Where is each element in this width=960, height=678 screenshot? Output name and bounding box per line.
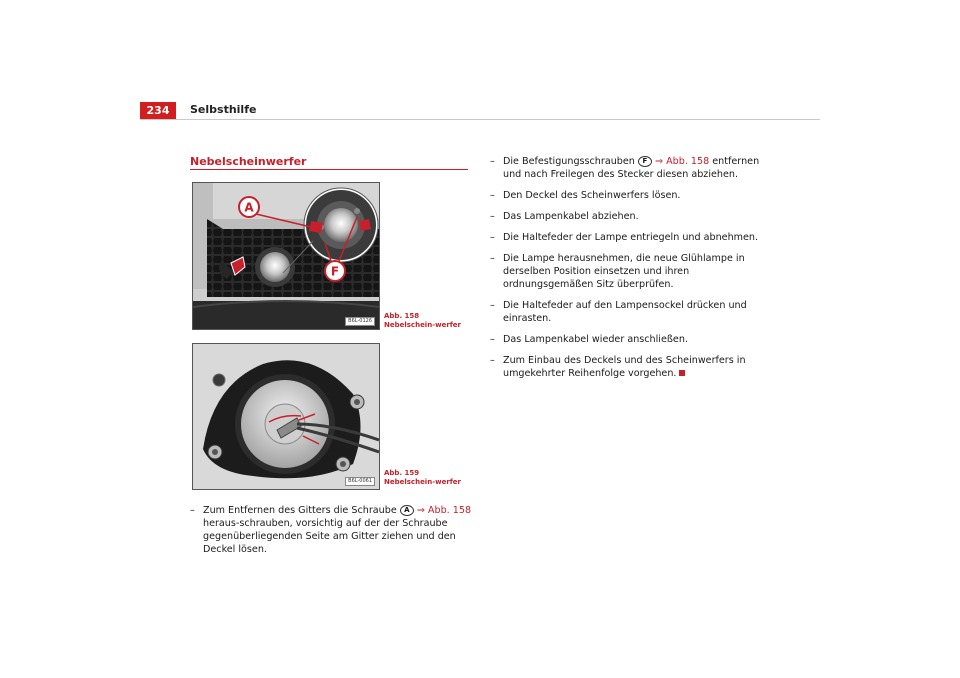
callout-ref-a: A bbox=[400, 505, 414, 516]
step-text: Das Lampenkabel abziehen. bbox=[503, 211, 639, 222]
left-instruction-list bbox=[190, 504, 472, 564]
callout-f: F bbox=[330, 264, 340, 279]
lamp-housing-illustration bbox=[193, 344, 379, 489]
instruction-step bbox=[490, 155, 780, 181]
step-dash: – bbox=[490, 334, 495, 345]
figure-xref-link[interactable]: ⇒ Abb. 158 bbox=[654, 156, 710, 167]
step-dash: – bbox=[490, 211, 495, 222]
instruction-step bbox=[490, 252, 780, 291]
header-rule bbox=[140, 119, 820, 120]
instruction-step bbox=[490, 354, 780, 380]
figure-code: B6L-0061 bbox=[345, 477, 375, 486]
step-text: Zum Einbau des Deckels und des Scheinwerfers in umgekehrter Reihenfolge vorgehen. bbox=[503, 355, 746, 379]
step-dash: – bbox=[490, 190, 495, 201]
step-text: Die Lampe herausnehmen, die neue Glühlampe in derselben Position einsetzen und ihren ordnungsgemäßen Sitz überprüfen. bbox=[503, 253, 745, 290]
step-text: Die Haltefeder der Lampe entriegeln und abnehmen. bbox=[503, 232, 759, 243]
section-rule bbox=[190, 169, 468, 170]
figure-158-fog-light bbox=[192, 182, 380, 330]
step-text: Die Haltefeder auf den Lampensockel drücken und einrasten. bbox=[503, 300, 747, 324]
instruction-step bbox=[190, 504, 472, 556]
step-text: Den Deckel des Scheinwerfers lösen. bbox=[503, 190, 681, 201]
callout-a: A bbox=[244, 200, 254, 215]
section-end-marker-icon bbox=[679, 370, 685, 376]
step-dash: – bbox=[490, 232, 495, 243]
step-text: Zum Entfernen des Gitters die Schraube bbox=[203, 505, 400, 516]
instruction-step bbox=[490, 299, 780, 325]
step-dash: – bbox=[490, 300, 495, 311]
figure-xref-link[interactable]: ⇒ Abb. 158 bbox=[416, 505, 472, 516]
step-text-cont: entfernen und nach Freilegen des Stecker diesen abziehen. bbox=[503, 156, 760, 180]
instruction-step bbox=[490, 189, 780, 202]
step-dash: – bbox=[190, 505, 195, 516]
step-dash: – bbox=[490, 355, 495, 366]
figure-159-lamp-housing bbox=[192, 343, 380, 490]
step-dash: – bbox=[490, 253, 495, 264]
step-text: Das Lampenkabel wieder anschließen. bbox=[503, 334, 688, 345]
step-dash: – bbox=[490, 156, 495, 167]
figure-code: B6L-0126 bbox=[345, 317, 375, 326]
right-instruction-list bbox=[490, 155, 780, 388]
step-text: Die Befestigungsschrauben bbox=[503, 156, 638, 167]
section-title: Nebelscheinwerfer bbox=[190, 155, 307, 168]
instruction-step bbox=[490, 231, 780, 244]
instruction-step bbox=[490, 210, 780, 223]
running-title: Selbsthilfe bbox=[190, 103, 257, 116]
figure-158-caption: Abb. 158 Nebelschein-werfer bbox=[384, 312, 462, 329]
instruction-step bbox=[490, 333, 780, 346]
callout-ref-f: F bbox=[638, 156, 652, 167]
fog-light-illustration bbox=[193, 183, 379, 329]
figure-159-caption: Abb. 159 Nebelschein-werfer bbox=[384, 469, 462, 486]
step-text-cont: heraus-schrauben, vorsichtig auf der der Schraube gegenüberliegenden Seite am Gitter ziehen und den Deckel lösen. bbox=[203, 518, 456, 555]
page-number: 234 bbox=[140, 102, 176, 119]
